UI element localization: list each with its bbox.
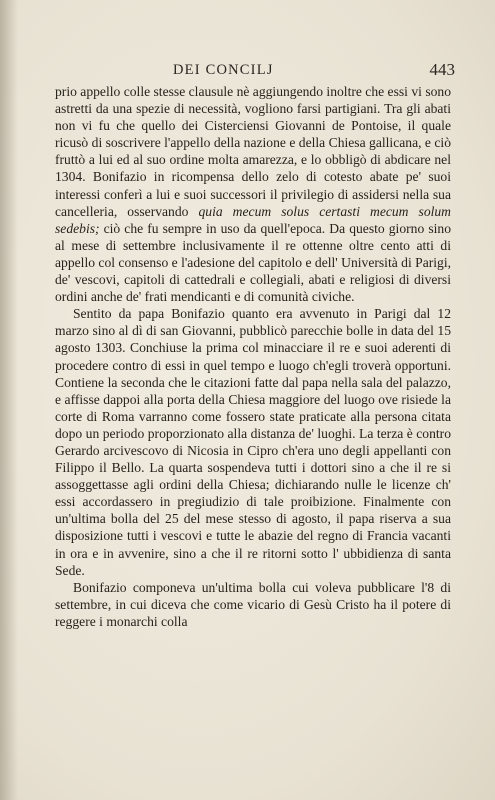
text-run: Sentito da papa Bonifazio quanto era avvenuto in Parigi dal 12 marzo sino al dì di san Giovanni, pubblicò parecchie bolle in data del 15 agosto 1303. Conchiuse la prima col minacciare il re e suoi aderenti di procedere contro di essi in quel tempo e luogo ch'egli troverà opportuni. Contiene la seconda che le citazioni fatte dal papa nella sala del palazzo, e affisse dappoi alla porta della Chiesa maggiore del luogo ove risiede la corte di Roma varranno come fossero state praticate alla persona citata dopo un periodo proporzionato alla distanza de' luoghi. La terza è contro Gerardo arcivescovo di Nicosia in Cipro ch'era uno degli appellanti con Filippo il Bello. La quarta sospendeva tutti i dottori sino a che il re si assoggettasse agli ordini della Chiesa; dichiarando nulle le licenze ch' essi accordassero in pregiudizio di tale proibizione. Finalmente con un'ultima bolla del 25 del mese stesso di agosto, il papa riserva a sua disposizione tutti i vescovi e tutte le abazie del regno di Francia vacanti in ora e in avvenire, sino a che il re ritorni sotto l' ubbidienza di santa Sede.: [55, 306, 451, 578]
latin-quote: quia mecum solus certasti mecum solum sedebis;: [55, 203, 452, 236]
body-text: [55, 83, 451, 630]
text-run: prio appello colle stesse clausule nè aggiungendo inoltre che essi vi sono astretti da una spezie di necessità, vogliono farsi partigiani. Tra gli abati non vi fu che quello dei Cisterciensi Giovanni de Pontoise, il quale ricusò di soscrivere l'appello della nazione e della Chiesa gallicana, e ciò fruttò a lui ed al suo ordine molta amarezza, e lo obbligò di abdicare nel 1304. Bonifazio in ricompensa dello zelo di cotesto abate pe' suoi interessi conferì a lui e suoi successori il privilegio di assidersi nella sua cancelleria, osservando: [55, 84, 452, 219]
paragraph-3: [55, 579, 451, 630]
page-header: [55, 62, 455, 80]
paragraph-2: [55, 305, 451, 579]
binding-shadow: [0, 0, 18, 800]
text-run: ciò che fu sempre in uso da quell'epoca. Da questo giorno sino al mese di settembre inclusivamente il re ottenne oltre cento atti di appello col consenso e l'adesione del capitolo e dell' Università di Parigi, de' vescovi, capitoli di cattedrali e collegiali, abati e religiosi di diversi ordini anche de' frati mendicanti e di comunità civiche.: [55, 220, 451, 305]
text-run: Bonifazio componeva un'ultima bolla cui voleva pubblicare l'8 di settembre, in cui diceva che come vicario di Gesù Cristo ha il potere di reggere i monarchi colla: [55, 579, 451, 629]
page-number: 443: [429, 60, 455, 79]
running-head: DEI CONCILJ: [173, 62, 274, 78]
paragraph-1: [55, 83, 451, 305]
